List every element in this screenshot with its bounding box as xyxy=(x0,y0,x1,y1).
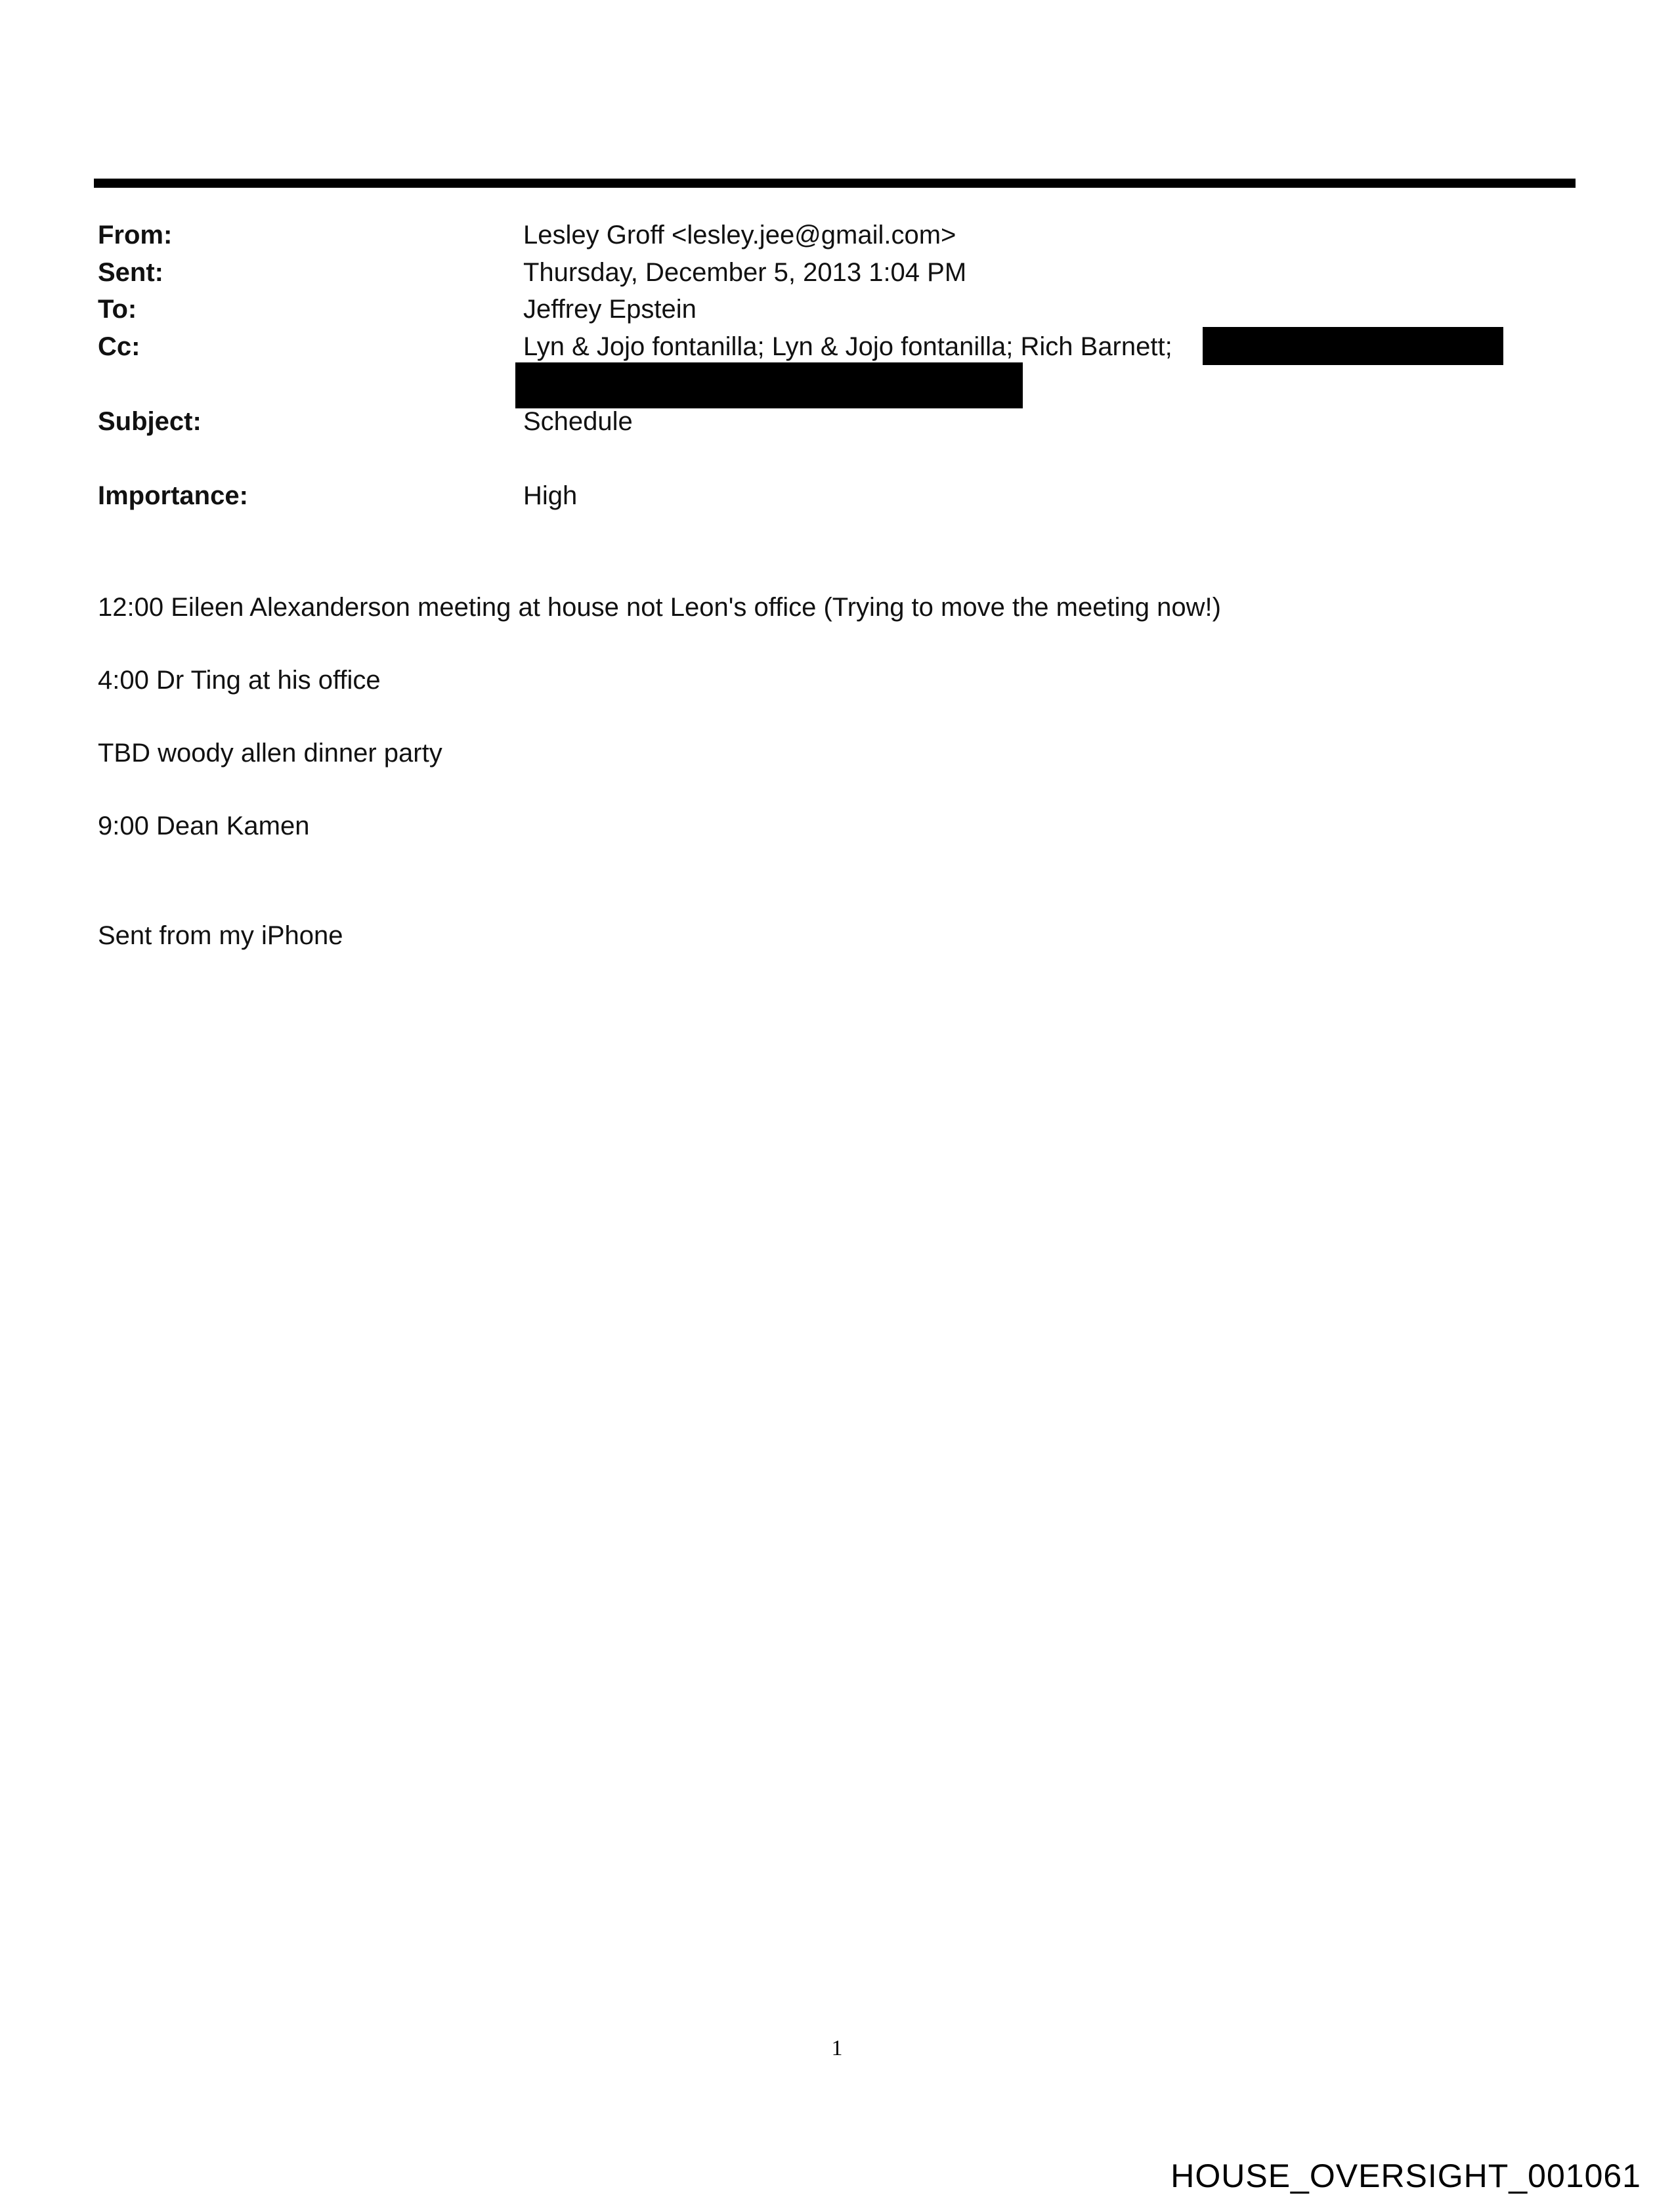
email-signature: Sent from my iPhone xyxy=(98,921,343,950)
from-value: Lesley Groff <lesley.jee@gmail.com> xyxy=(523,221,956,249)
cc-redaction-box-2 xyxy=(515,362,1023,408)
subject-label: Subject: xyxy=(98,407,202,436)
from-label: From: xyxy=(98,221,173,249)
body-line-dinner-party: TBD woody allen dinner party xyxy=(98,739,442,768)
sent-label: Sent: xyxy=(98,258,163,287)
to-value: Jeffrey Epstein xyxy=(523,295,697,324)
page-number: 1 xyxy=(831,2036,843,2060)
cc-label: Cc: xyxy=(98,332,140,361)
body-line-meeting: 12:00 Eileen Alexanderson meeting at house not Leon's office (Trying to move the meeting now!) xyxy=(98,593,1221,622)
importance-value: High xyxy=(523,481,578,510)
bates-number: HOUSE_OVERSIGHT_001061 xyxy=(1170,2158,1641,2194)
sent-value: Thursday, December 5, 2013 1:04 PM xyxy=(523,258,967,287)
cc-value: Lyn & Jojo fontanilla; Lyn & Jojo fontanilla; Rich Barnett; xyxy=(523,332,1172,361)
to-label: To: xyxy=(98,295,137,324)
cc-redaction-box-1 xyxy=(1203,327,1503,365)
importance-label: Importance: xyxy=(98,481,248,510)
body-line-dean-kamen: 9:00 Dean Kamen xyxy=(98,812,310,840)
body-line-dr-ting: 4:00 Dr Ting at his office xyxy=(98,666,381,695)
subject-value: Schedule xyxy=(523,407,633,436)
header-divider-rule xyxy=(94,179,1576,188)
